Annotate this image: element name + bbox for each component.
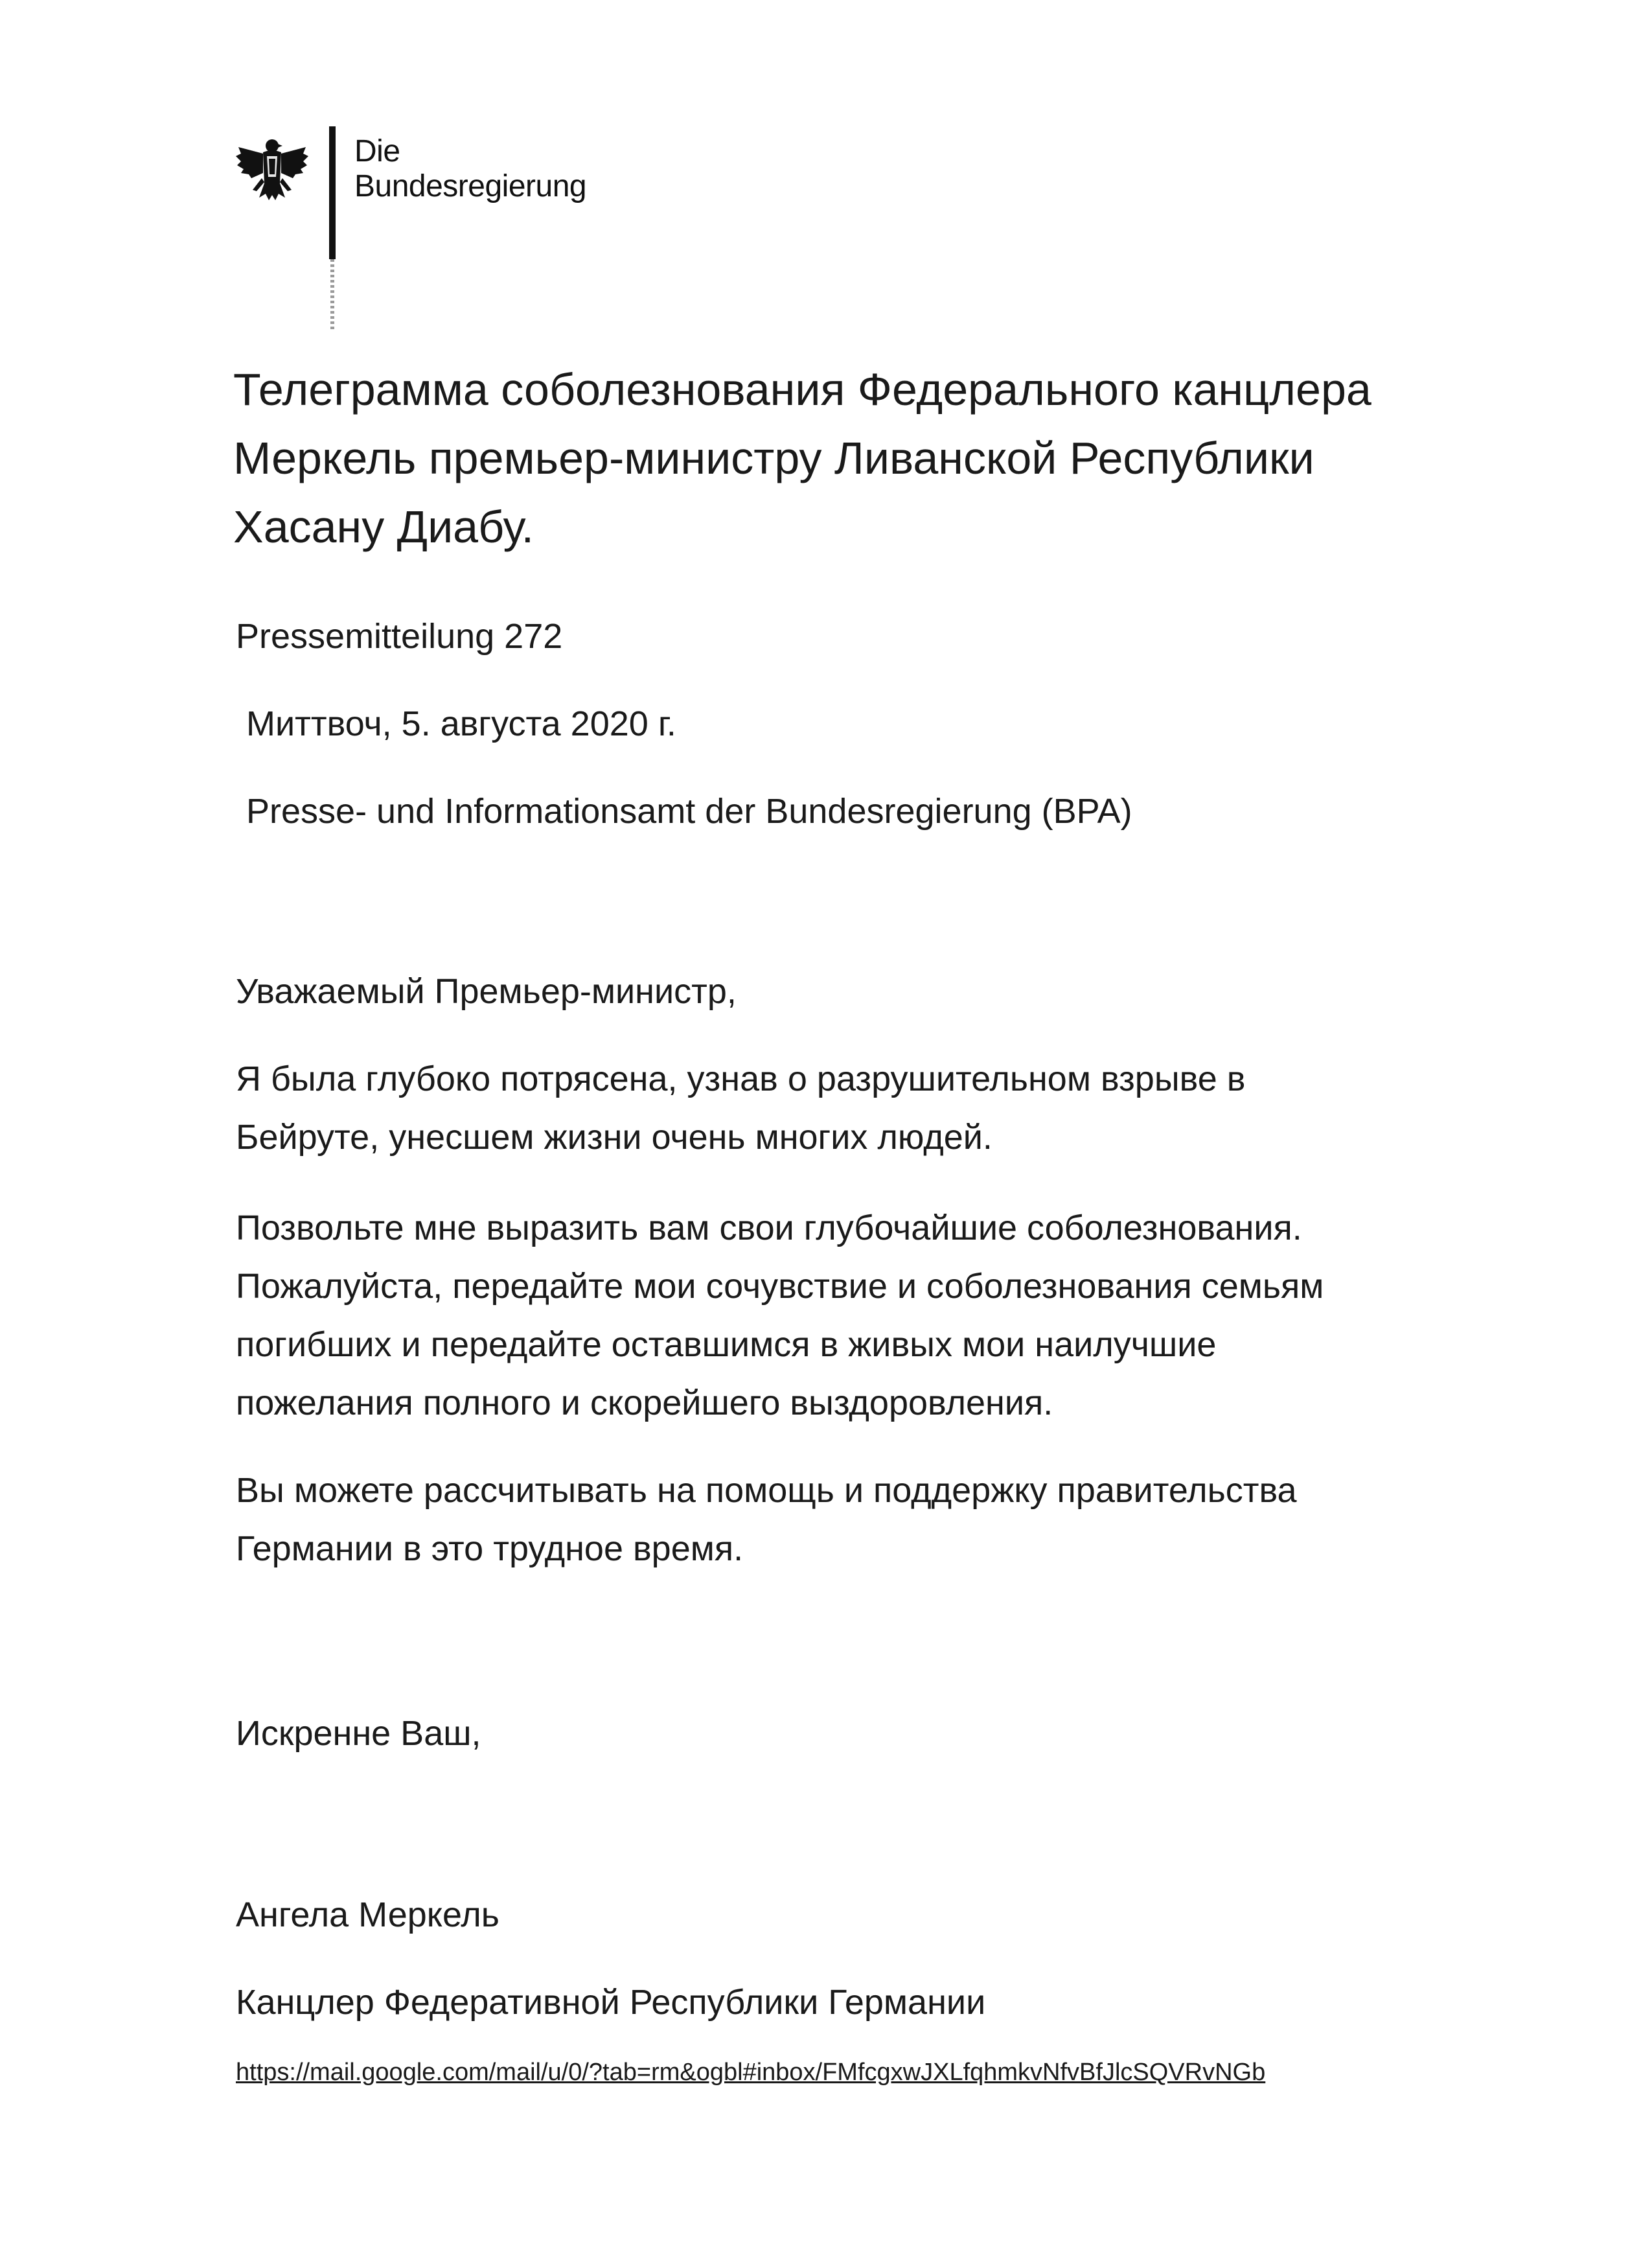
signatory-role-text: Канцлер Федеративной Республики Германии	[236, 1983, 986, 2022]
paragraph-2	[236, 1199, 1532, 1432]
closing	[236, 1704, 1532, 1763]
federal-eagle-icon	[233, 133, 311, 211]
paragraph-line: Вы можете рассчитывать на помощь и поддержку правительства	[236, 1471, 1297, 1510]
title-line-1: Телеграмма соболезнования Федерального канцлера	[233, 364, 1371, 415]
closing-text: Искренне Ваш,	[236, 1714, 481, 1753]
salutation-text: Уважаемый Премьер-министр,	[236, 972, 737, 1011]
paragraph-line: Я была глубоко потрясена, узнав о разрушительном взрыве в	[236, 1059, 1246, 1098]
release-date: Миттвоч, 5. августа 2020 г.	[246, 704, 676, 743]
paragraph-1	[236, 1050, 1532, 1166]
document-title	[233, 355, 1516, 561]
signatory-role	[236, 1973, 1532, 2031]
paragraph-line: пожелания полного и скорейшего выздоровления.	[236, 1383, 1053, 1422]
title-line-2: Меркель премьер-министру Ливанской Республики	[233, 433, 1314, 483]
paragraph-line: погибших и передайте оставшимся в живых мои наилучшие	[236, 1325, 1217, 1364]
salutation	[236, 962, 1532, 1021]
source-url[interactable]: https://mail.google.com/mail/u/0/?tab=rm&ogbl#inbox/FMfcgxwJXLfqhmkvNfvBfJlcSQVRvNGb	[236, 2059, 1266, 2086]
title-line-3: Хасану Диабу.	[233, 502, 534, 552]
letterhead	[233, 126, 687, 340]
paragraph-3	[236, 1461, 1532, 1578]
letterhead-rule-faded	[330, 259, 334, 330]
press-release-number: Pressemitteilung 272	[236, 617, 563, 656]
paragraph-line: Позвольте мне выразить вам свои глубочайшие соболезнования.	[236, 1208, 1302, 1247]
paragraph-line: Германии в это трудное время.	[236, 1529, 744, 1568]
org-name-line-1: Die	[354, 134, 400, 168]
signatory-name	[236, 1886, 1532, 1944]
paragraph-line: Пожалуйста, передайте мои сочувствие и соболезнования семьям	[236, 1267, 1324, 1306]
paragraph-line: Бейруте, унесшем жизни очень многих людей.	[236, 1118, 992, 1157]
org-name-line-2: Bundesregierung	[354, 169, 587, 203]
letterhead-rule	[329, 126, 336, 259]
signatory-name-text: Ангела Меркель	[236, 1895, 499, 1934]
issuing-office: Presse- und Informationsamt der Bundesregierung (BPA)	[246, 792, 1132, 831]
